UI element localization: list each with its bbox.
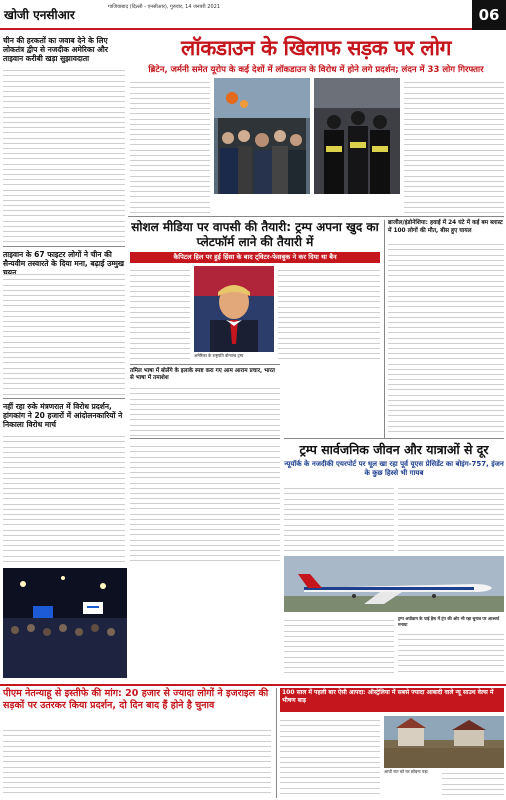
social-deck: कैपिटल हिल पर हुई हिंसा के बाद ट्विटर-फेसबुक ने कर दिया था बैन <box>173 253 337 261</box>
lead-body-col-1 <box>130 78 210 213</box>
left-story-3-headline: नहीं रहा रुके मंत्रणरात में विरोध प्रदर्शन, हांगकांग ने 20 हजारों में आंदोलनकारियों ने निकाला विरोध मार्च <box>3 402 123 429</box>
police-photo-art <box>314 78 400 194</box>
social-body-col-1 <box>130 266 190 360</box>
left-story-2-body <box>3 270 125 396</box>
masthead <box>0 0 506 30</box>
israel-protest-photo-art <box>3 568 127 678</box>
trump-body-col-1 <box>284 484 394 554</box>
left-story-1-body <box>3 66 125 244</box>
social-body-col-2 <box>278 266 380 360</box>
lead-body-col-2 <box>404 78 504 213</box>
column-rule <box>276 688 277 798</box>
trump-headline: ट्रम्प सार्वजनिक जीवन और यात्राओं से दूर <box>299 442 489 457</box>
divider <box>130 438 280 439</box>
israel-headline: पीएम नेतन्याहू से इस्तीफे की मांग: 20 हजार से ज्यादा लोगों ने इजराइल की सड़कों पर उतरकर किया प्रदर्शन, दो दिन बाद हैं होने है चुनाव <box>3 688 269 711</box>
divider <box>3 246 125 247</box>
lead-deck: ब्रिटेन, जर्मनी समेत यूरोप के कई देशों में लॉकडाउन के विरोध में होने लगे प्रदर्शन; लंदन में 33 लोग गिरफ्तार <box>148 65 484 75</box>
trump-deck: न्यूयॉर्क के नजदीकी एयरपोर्ट पर धूल खा रहा पूर्व यूएस प्रेसिडेंट का बोइंग-757, इंजन के कुछ हिस्से भी गायब <box>284 460 504 477</box>
flood-photo <box>384 716 504 768</box>
divider <box>130 364 280 365</box>
middle-body <box>130 442 280 566</box>
page-number: 06 <box>472 0 506 30</box>
right-box-headline: ब्राजील/इंडोनेशिया: हवाई में 24 घंटे में कई बम ब्लास्ट में 100 लोगों की मौत, बीस हुए घायल <box>388 220 503 234</box>
right-box-body <box>388 240 504 436</box>
flood-photo-art <box>384 716 504 768</box>
section-rule <box>0 684 506 686</box>
newspaper-name: खोजी एनसीआर <box>4 8 75 22</box>
divider <box>3 398 125 399</box>
left-story-1-headline: चीन की हरकतों का जवाब देने के लिए लोकतंत्र द्वीप से नजदीक अमेरिका और ताइवान करीबी खड़ा सुझावदाता <box>3 36 108 63</box>
tag-story-headline: तमिल भाषा में बोलेंगे के इलाके स्पष्ट करा गए आम आराम प्रचार, भारत से भाषा में तमाशेश <box>130 368 275 381</box>
trump-body-col-4 <box>398 630 504 676</box>
tag-story-body <box>130 384 280 436</box>
police-photo <box>314 78 400 194</box>
flood-photo-caption: आधी रात को घर छोड़ना पड़ा <box>384 769 428 774</box>
column-rule <box>384 220 385 438</box>
lead-headline: लॉकडाउन के खिलाफ सड़क पर लोग <box>181 36 451 60</box>
left-story-2-headline: ताइवान के 67 फाइटर लोगों ने चीन की सैन्यवीम तस्वारते के दिया मना, बढ़ाई उम्मुख चयन <box>3 250 125 277</box>
australia-body-col-2 <box>442 769 504 798</box>
plane-photo <box>284 556 504 612</box>
protest-photo <box>214 78 310 194</box>
plane-photo-art <box>284 556 504 612</box>
dateline: गाजियाबाद (दिल्ली - एनसीआर), गुरुवार, 14 जनवरी 2021 <box>108 4 221 10</box>
divider <box>284 438 504 439</box>
israel-body <box>3 726 271 798</box>
social-headline: सोशल मीडिया पर वापसी की तैयारी: ट्रम्प अपना खुद का प्लेटफॉर्म लाने की तैयारी में <box>131 220 379 249</box>
trump-body-col-3 <box>284 616 394 676</box>
israel-protest-photo <box>3 568 127 678</box>
australia-body-col-1 <box>280 716 380 798</box>
divider <box>128 216 504 217</box>
trump-photo-caption: अमेरिका के राष्ट्रपति डोनाल्ड ट्रम्प <box>194 353 244 358</box>
protest-photo-art <box>214 78 310 194</box>
plane-caption: ट्रम्प अयोडाम के पाई हैस में ट्रंप की ओर भी रहा चुनाव पर आश्चर्य मनाया <box>398 616 500 627</box>
trump-photo-art <box>194 266 274 352</box>
left-story-3-body <box>3 432 125 564</box>
trump-photo <box>194 266 274 352</box>
australia-headline: 100 साल में पहली बार ऐसी आपदा: ऑस्ट्रेलिया में सबसे ज्यादा आबादी वाले न्यू साउथ वेल्स में भीषण बाढ़ <box>282 689 494 704</box>
trump-body-col-2 <box>398 484 504 554</box>
